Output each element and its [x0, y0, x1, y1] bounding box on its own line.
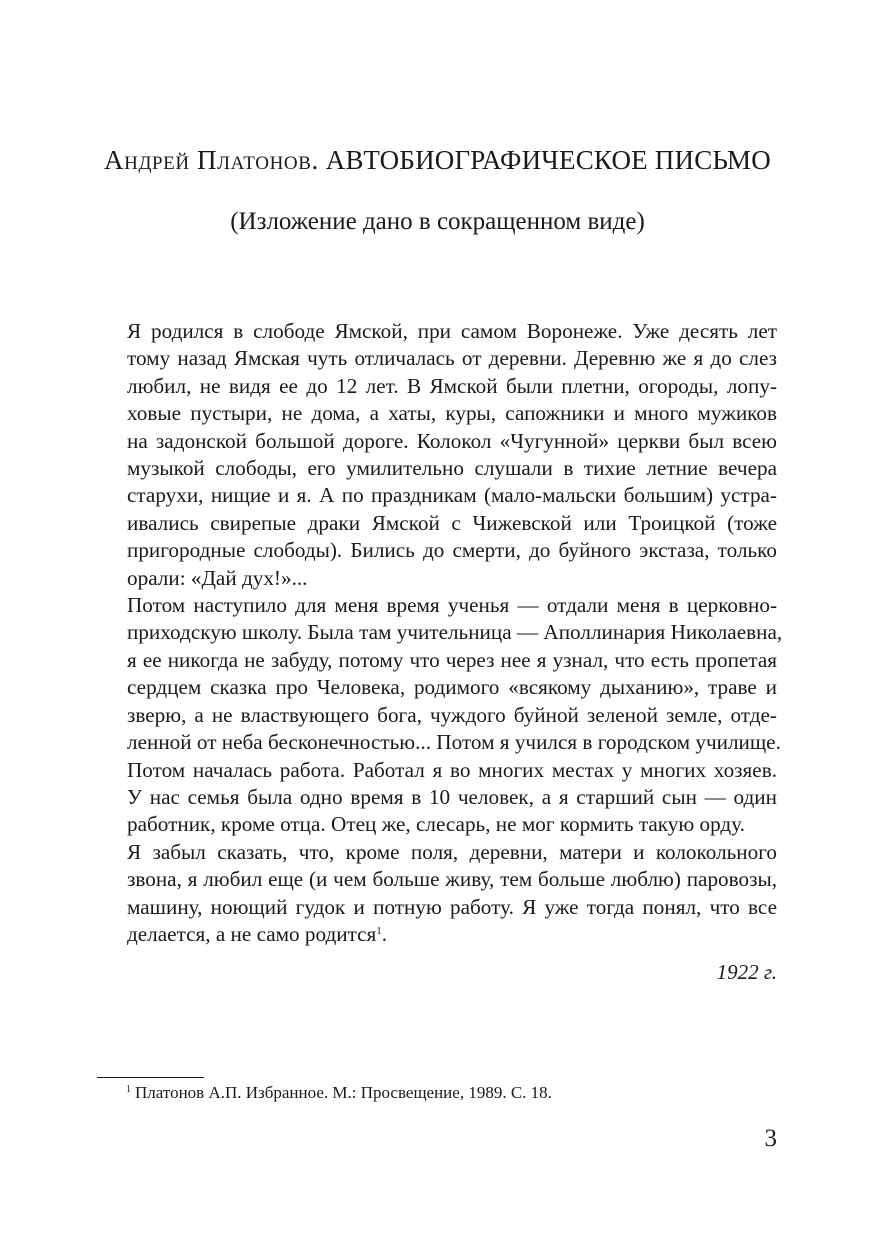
text-line-content: делается, а не само родится — [127, 921, 377, 946]
text-line: на задонской большой дороге. Колокол «Чугунной» церкви был всею — [127, 428, 777, 453]
text-line: ивались свирепые драки Ямской с Чижевской или Троицкой (тоже — [127, 510, 777, 535]
text-line: музыкой слободы, его умилительно слушали в тихие летние вечера — [127, 456, 777, 481]
text-line: орали: «Дай дух!»... — [127, 565, 308, 590]
text-line: Я забыл сказать, что, кроме поля, деревни, матери и колокольного — [127, 839, 777, 864]
title-author: Андрей Платонов. — [104, 145, 319, 175]
text-line-final — [97, 921, 777, 948]
text-line: сердцем сказка про Человека, родимого «всякому дыханию», траве и — [127, 675, 777, 700]
text-line: я ее никогда не забуду, потому что через нее я узнал, что есть пропетая — [127, 647, 777, 672]
text-line: зверю, а не властвующего бога, чуждого буйной зеленой земле, отде- — [127, 702, 777, 727]
letter-date: 1922 г. — [716, 960, 777, 984]
text-line: любил, не видя ее до 12 лет. В Ямской были плетни, огороды, лопу- — [127, 373, 777, 398]
footnote — [126, 1083, 552, 1103]
paragraph-1 — [97, 318, 777, 592]
text-line: У нас семья была одно время в 10 человек, а я старший сын — один — [127, 784, 777, 809]
footnote-divider — [97, 1077, 204, 1078]
footnote-reference[interactable]: 1 — [376, 924, 382, 937]
text-line: ховые пустыри, не дома, а хаты, куры, сапожники и много мужиков — [127, 401, 777, 426]
text-line: работник, кроме отца. Отец же, слесарь, не мог кормить такую орду. — [127, 812, 745, 837]
text-line: Потом началась работа. Работал я во многих местах у многих хозяев. — [127, 757, 777, 782]
paragraph-3 — [97, 839, 777, 949]
footnote-mark: 1 — [126, 1084, 131, 1095]
text-line: Я родился в слободе Ямской, при самом Воронеже. Уже десять лет — [127, 319, 777, 343]
text-line: машину, ноющий гудок и потную работу. Я уже тогда понял, что все — [127, 894, 777, 919]
page-number: 3 — [764, 1125, 777, 1152]
paragraph-2 — [97, 592, 783, 839]
text-line: тому назад Ямская чуть отличалась от деревни. Деревню же я до слез — [127, 346, 777, 371]
page-subtitle: (Изложение дано в сокращенном виде) — [230, 208, 645, 235]
text-line: приходскую школу. Была там учительница — Аполлинария Николаевна, — [127, 620, 783, 645]
body-text — [97, 318, 783, 948]
page-title — [0, 145, 875, 176]
end-punctuation: . — [381, 921, 388, 946]
text-line: пригородные слободы). Бились до смерти, до буйного экстаза, только — [127, 538, 777, 563]
text-line: звона, я любил еще (и чем больше живу, тем больше люблю) паровозы, — [127, 867, 777, 892]
title-work: АВТОБИОГРАФИЧЕСКОЕ ПИСЬМО — [325, 145, 771, 175]
text-line: старухи, нищие и я. А по праздникам (мало-мальски большим) устра- — [127, 483, 777, 508]
footnote-text: Платонов А.П. Избранное. М.: Просвещение, 1989. С. 18. — [135, 1083, 552, 1102]
text-line: Потом наступило для меня время ученья — отдали меня в церковно- — [127, 593, 777, 618]
text-line: ленной от неба бесконечностью... Потом я учился в городском училище. — [127, 730, 781, 755]
